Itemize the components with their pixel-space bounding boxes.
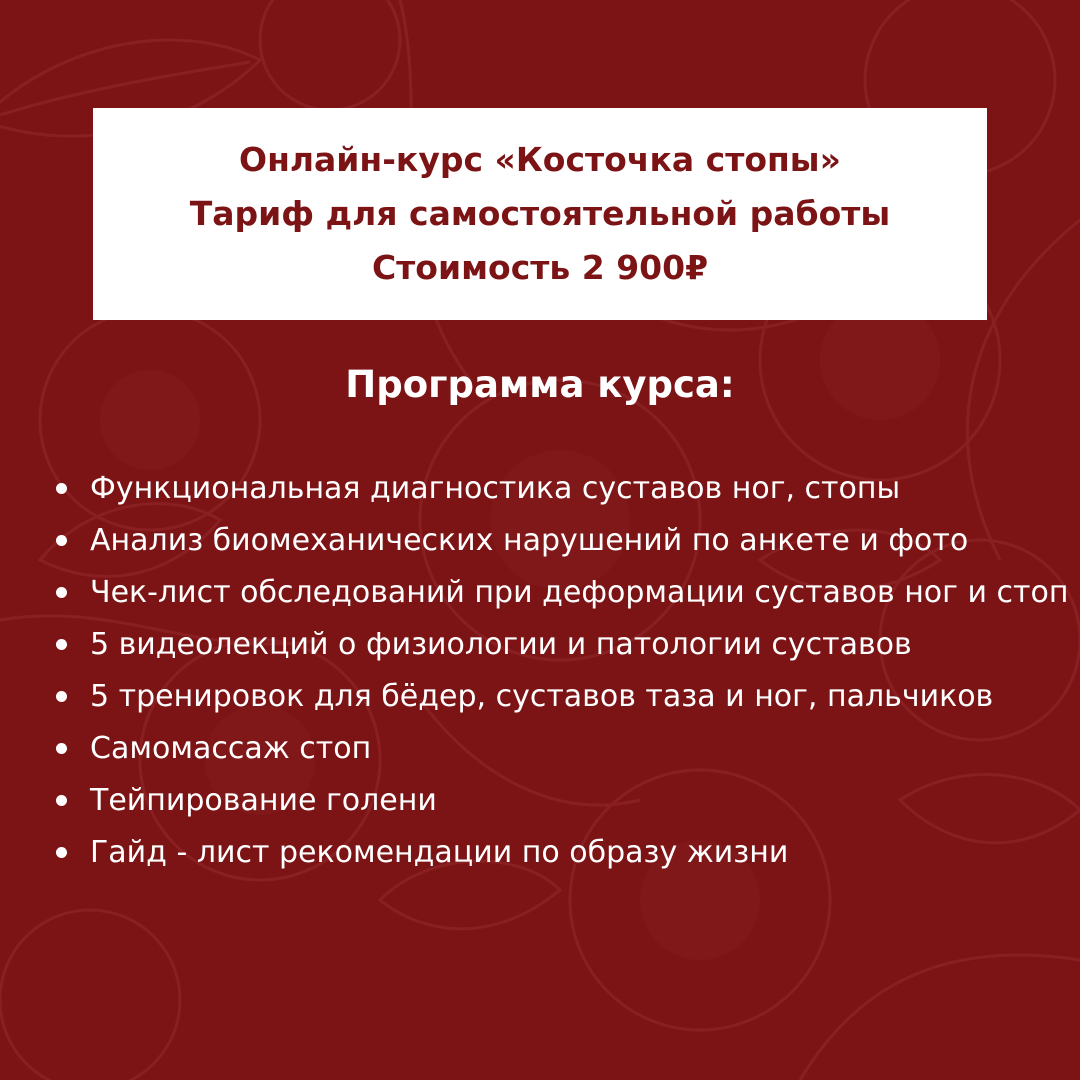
bullet-icon: [56, 639, 67, 650]
list-item-text: Самомассаж стоп: [90, 731, 372, 766]
price-text: Стоимость 2 900₽: [371, 248, 709, 287]
list-item-text: 5 тренировок для бёдер, суставов таза и ног, пальчиков: [90, 679, 994, 714]
list-item-text: Функциональная диагностика суставов ног, стопы: [90, 471, 901, 506]
program-list: [52, 463, 1072, 879]
bullet-icon: [56, 535, 67, 546]
course-header-box: [93, 108, 987, 320]
list-item-text: Чек-лист обследований при деформации суставов ног и стоп: [90, 575, 1069, 610]
list-item: [52, 671, 1072, 723]
list-item: [52, 827, 1072, 879]
list-item: [52, 567, 1072, 619]
tariff-title: Тариф для самостоятельной работы: [189, 194, 891, 233]
list-item: [52, 515, 1072, 567]
list-item-text: Анализ биомеханических нарушений по анкете и фото: [90, 523, 969, 558]
list-item-text: Тейпирование голени: [90, 783, 437, 818]
bullet-icon: [56, 587, 67, 598]
list-item-text: Гайд - лист рекомендации по образу жизни: [90, 835, 789, 870]
program-title: Программа курса:: [345, 363, 735, 406]
bullet-icon: [56, 743, 67, 754]
list-item: [52, 723, 1072, 775]
list-item: [52, 775, 1072, 827]
bullet-icon: [56, 795, 67, 806]
list-item: [52, 619, 1072, 671]
course-title: Онлайн-курс «Косточка стопы»: [239, 140, 841, 179]
bullet-icon: [56, 847, 67, 858]
list-item: [52, 463, 1072, 515]
list-item-text: 5 видеолекций о физиологии и патологии суставов: [90, 627, 912, 662]
bullet-icon: [56, 691, 67, 702]
bullet-icon: [56, 483, 67, 494]
